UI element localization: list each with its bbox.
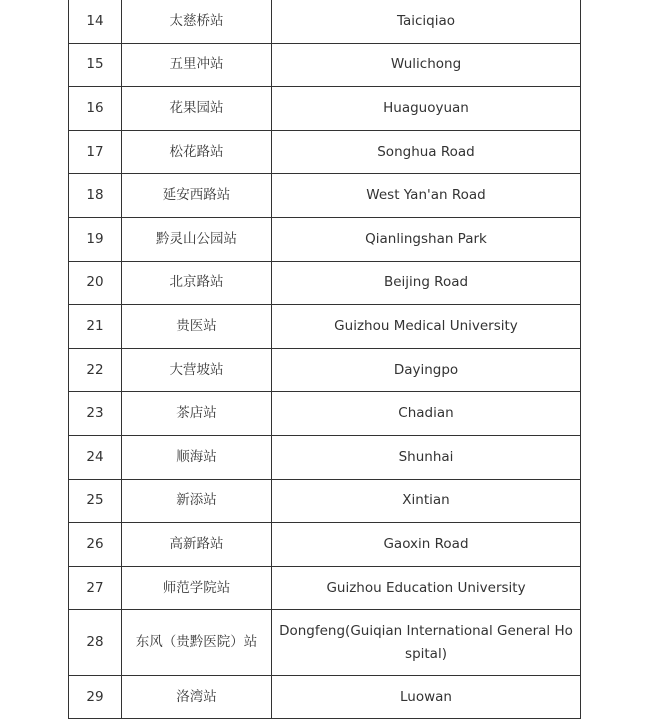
- station-name-english: Xintian: [272, 479, 581, 523]
- station-name-english: Dongfeng(Guiqian International General Hospital): [272, 610, 581, 676]
- station-number: 18: [69, 174, 122, 218]
- table-row: [69, 305, 581, 349]
- table-row: [69, 676, 581, 719]
- station-number: 28: [69, 610, 122, 676]
- table-row: [69, 479, 581, 523]
- station-number: 22: [69, 348, 122, 392]
- station-name-chinese: 太慈桥站: [122, 0, 272, 43]
- station-name-chinese: 师范学院站: [122, 566, 272, 610]
- station-table: [68, 0, 581, 719]
- station-name-english: Guizhou Medical University: [272, 305, 581, 349]
- station-name-english: Luowan: [272, 676, 581, 719]
- station-number: 20: [69, 261, 122, 305]
- table-row: [69, 435, 581, 479]
- station-number: 29: [69, 676, 122, 719]
- station-number: 17: [69, 130, 122, 174]
- table-row: [69, 610, 581, 676]
- station-name-chinese: 贵医站: [122, 305, 272, 349]
- station-name-chinese: 五里冲站: [122, 43, 272, 87]
- station-name-chinese: 东风（贵黔医院）站: [122, 610, 272, 676]
- station-number: 26: [69, 523, 122, 567]
- station-number: 24: [69, 435, 122, 479]
- station-name-english: Gaoxin Road: [272, 523, 581, 567]
- station-number: 23: [69, 392, 122, 436]
- station-name-english: Qianlingshan Park: [272, 217, 581, 261]
- station-number: 14: [69, 0, 122, 43]
- station-number: 16: [69, 87, 122, 131]
- station-name-english: Shunhai: [272, 435, 581, 479]
- station-name-english: West Yan'an Road: [272, 174, 581, 218]
- station-name-chinese: 高新路站: [122, 523, 272, 567]
- station-name-chinese: 大营坡站: [122, 348, 272, 392]
- station-number: 15: [69, 43, 122, 87]
- table-row: [69, 348, 581, 392]
- station-number: 19: [69, 217, 122, 261]
- station-name-chinese: 顺海站: [122, 435, 272, 479]
- station-name-chinese: 洛湾站: [122, 676, 272, 719]
- table-row: [69, 217, 581, 261]
- station-name-english: Huaguoyuan: [272, 87, 581, 131]
- table-row: [69, 392, 581, 436]
- table-row: [69, 0, 581, 43]
- table-row: [69, 43, 581, 87]
- table-row: [69, 130, 581, 174]
- table-row: [69, 87, 581, 131]
- station-name-chinese: 花果园站: [122, 87, 272, 131]
- station-name-english: Chadian: [272, 392, 581, 436]
- table-row: [69, 566, 581, 610]
- station-name-english: Guizhou Education University: [272, 566, 581, 610]
- station-number: 27: [69, 566, 122, 610]
- station-name-english: Beijing Road: [272, 261, 581, 305]
- table-row: [69, 174, 581, 218]
- station-name-english: Taiciqiao: [272, 0, 581, 43]
- table-row: [69, 261, 581, 305]
- station-number: 25: [69, 479, 122, 523]
- station-name-chinese: 北京路站: [122, 261, 272, 305]
- table-row: [69, 523, 581, 567]
- station-name-english: Wulichong: [272, 43, 581, 87]
- station-name-chinese: 新添站: [122, 479, 272, 523]
- station-name-chinese: 黔灵山公园站: [122, 217, 272, 261]
- station-name-chinese: 茶店站: [122, 392, 272, 436]
- station-name-english: Dayingpo: [272, 348, 581, 392]
- station-name-chinese: 松花路站: [122, 130, 272, 174]
- station-number: 21: [69, 305, 122, 349]
- station-name-chinese: 延安西路站: [122, 174, 272, 218]
- station-name-english: Songhua Road: [272, 130, 581, 174]
